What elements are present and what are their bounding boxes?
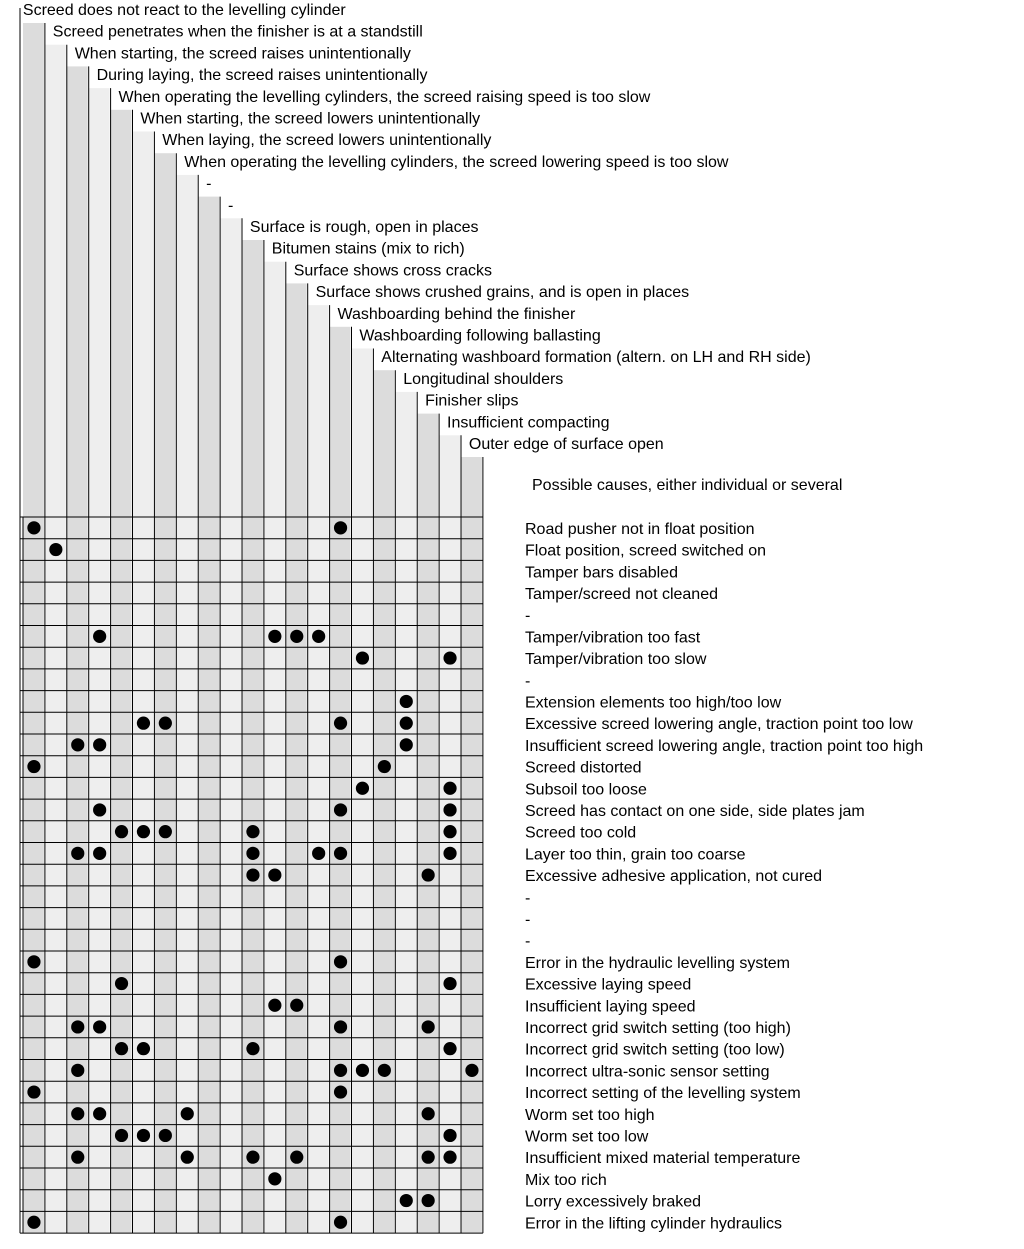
matrix-dot [93, 847, 106, 860]
matrix-dot [181, 1151, 194, 1164]
matrix-dot [181, 1107, 194, 1120]
matrix-dot [356, 782, 369, 795]
matrix-dot [268, 1172, 281, 1185]
matrix-dot [115, 1129, 128, 1142]
matrix-dot [334, 955, 347, 968]
cause-label: Extension elements too high/too low [525, 694, 782, 712]
matrix-dot [443, 782, 456, 795]
matrix-dot [49, 543, 62, 556]
matrix-dot [93, 1020, 106, 1033]
matrix-dot [71, 1064, 84, 1077]
cause-label: Tamper/screed not cleaned [525, 585, 718, 603]
matrix-dot [334, 717, 347, 730]
fault-label: During laying, the screed raises unintentionally [96, 67, 428, 85]
matrix-dot [27, 760, 40, 773]
matrix-dot [356, 651, 369, 664]
fault-label: - [228, 197, 234, 215]
matrix-dot [443, 977, 456, 990]
cause-label: Insufficient screed lowering angle, traction point too high [525, 737, 924, 755]
cause-label: Subsoil too loose [525, 781, 647, 799]
column-band [89, 88, 110, 1233]
matrix-dot [71, 1020, 84, 1033]
matrix-dot [268, 630, 281, 643]
matrix-dot [422, 1151, 435, 1164]
matrix-dot [334, 803, 347, 816]
cause-label: - [525, 911, 531, 929]
fault-label: Outer edge of surface open [468, 436, 664, 453]
matrix-dot [443, 803, 456, 816]
matrix-dot [334, 521, 347, 534]
cause-label: Excessive screed lowering angle, traction point too low [525, 716, 913, 734]
matrix-dot [159, 1129, 172, 1142]
matrix-dot [159, 825, 172, 838]
matrix-dot [93, 738, 106, 751]
matrix-dot [443, 847, 456, 860]
fault-label: Surface is rough, open in places [249, 219, 479, 236]
cause-label: Excessive adhesive application, not cured [525, 868, 823, 886]
matrix-dot [159, 717, 172, 730]
matrix-dot [27, 955, 40, 968]
matrix-dot [400, 738, 413, 751]
fault-label: Washboarding following ballasting [359, 327, 601, 345]
cause-label: Error in the lifting cylinder hydraulics [525, 1215, 782, 1233]
matrix-dot [246, 1151, 259, 1164]
column-band [133, 132, 154, 1234]
matrix-dot [115, 977, 128, 990]
matrix-dot [443, 1129, 456, 1142]
matrix-dot [443, 825, 456, 838]
matrix-dot [268, 868, 281, 881]
fault-label: When laying, the screed lowers unintentionally [162, 132, 492, 150]
cause-label: Screed too cold [525, 824, 637, 842]
cause-label: - [525, 889, 531, 907]
matrix-dot [246, 868, 259, 881]
cause-label: Worm set too high [525, 1106, 655, 1124]
matrix-dot [400, 717, 413, 730]
matrix-dot [27, 1216, 40, 1229]
cause-label: Screed distorted [525, 759, 642, 777]
column-band [176, 175, 197, 1233]
fault-label: Bitumen stains (mix to rich) [271, 240, 465, 258]
matrix-dot [115, 825, 128, 838]
column-band [67, 66, 88, 1233]
matrix-dot [27, 521, 40, 534]
column-band [154, 153, 175, 1233]
matrix-dot [443, 651, 456, 664]
matrix-dot [71, 738, 84, 751]
matrix-dot [246, 847, 259, 860]
matrix-dot [422, 868, 435, 881]
fault-label: When operating the levelling cylinders, the screed raising speed is too slow [118, 88, 651, 106]
cause-label: Lorry excessively braked [525, 1193, 702, 1211]
fault-label: Finisher slips [425, 392, 519, 410]
cause-label: Screed has contact on one side, side plates jam [525, 802, 865, 820]
fault-label: When starting, the screed lowers unintentionally [140, 110, 481, 128]
fault-label: Screed penetrates when the finisher is at a standstill [52, 23, 423, 41]
fault-label: Surface shows crushed grains, and is open in places [315, 284, 690, 302]
cause-label: Insufficient laying speed [525, 998, 696, 1016]
cause-labels [525, 521, 923, 1232]
matrix-dot [443, 1151, 456, 1164]
matrix-dot [312, 847, 325, 860]
matrix-dot [290, 1151, 303, 1164]
matrix-dot [334, 1216, 347, 1229]
fault-label: Screed does not react to the levelling cylinder [22, 2, 346, 19]
cause-label: Incorrect ultra-sonic sensor setting [525, 1063, 770, 1081]
causes-caption: Possible causes, either individual or several [532, 477, 843, 494]
matrix-dot [71, 1107, 84, 1120]
cause-label: Incorrect grid switch setting (too low) [525, 1041, 785, 1059]
matrix-dot [137, 717, 150, 730]
matrix-dot [137, 1129, 150, 1142]
matrix-dot [422, 1194, 435, 1207]
cause-label: Tamper/vibration too slow [525, 651, 707, 669]
matrix-dot [443, 1042, 456, 1055]
cause-label: Excessive laying speed [525, 976, 692, 994]
matrix-dot [334, 1064, 347, 1077]
matrix-dot [71, 847, 84, 860]
fault-label: Washboarding behind the finisher [337, 305, 576, 323]
cause-label: - [525, 933, 531, 951]
matrix-dot [378, 1064, 391, 1077]
column-band [308, 305, 329, 1233]
column-band [111, 110, 132, 1233]
cause-label: Incorrect grid switch setting (too high) [525, 1019, 791, 1037]
fault-label: Insufficient compacting [447, 414, 610, 432]
cause-label: Insufficient mixed material temperature [525, 1150, 801, 1168]
matrix-dot [246, 825, 259, 838]
cause-label: Mix too rich [525, 1171, 607, 1189]
cause-label: Incorrect setting of the levelling system [525, 1085, 801, 1103]
matrix-dot [422, 1107, 435, 1120]
matrix-dot [400, 1194, 413, 1207]
cause-label: - [525, 607, 531, 625]
column-band [395, 392, 416, 1233]
matrix-dot [93, 803, 106, 816]
cause-label: Tamper/vibration too fast [525, 629, 701, 647]
column-band [45, 45, 66, 1233]
fault-label: When starting, the screed raises unintentionally [74, 45, 411, 63]
cause-label: Road pusher not in float position [525, 520, 755, 538]
column-band [242, 240, 263, 1233]
column-band [23, 23, 44, 1233]
matrix-dot [246, 1042, 259, 1055]
fault-label: Alternating washboard formation (altern. on LH and RH side) [381, 349, 811, 367]
cause-label: Worm set too low [525, 1128, 649, 1146]
matrix-dot [378, 760, 391, 773]
matrix-dot [422, 1020, 435, 1033]
matrix-dot [334, 1085, 347, 1098]
fault-label: Longitudinal shoulders [403, 370, 564, 388]
matrix-dot [400, 695, 413, 708]
matrix-dot [268, 999, 281, 1012]
column-band [286, 283, 307, 1233]
matrix-dot [115, 1042, 128, 1055]
matrix-dot [137, 825, 150, 838]
column-band [264, 262, 285, 1233]
fault-label: Surface shows cross cracks [293, 262, 492, 280]
fault-label: - [206, 175, 212, 193]
matrix-dot [290, 999, 303, 1012]
matrix-dot [334, 847, 347, 860]
matrix-dot [290, 630, 303, 643]
cause-label: - [525, 672, 531, 690]
matrix-dot [356, 1064, 369, 1077]
column-band [373, 370, 394, 1233]
matrix-dot [334, 1020, 347, 1033]
fault-label: When operating the levelling cylinders, the screed lowering speed is too slow [184, 153, 729, 171]
cause-label: Error in the hydraulic levelling system [525, 954, 790, 972]
matrix-dot [312, 630, 325, 643]
matrix-dot [137, 1042, 150, 1055]
matrix-dot [93, 1107, 106, 1120]
matrix-dot [27, 1085, 40, 1098]
cause-label: Layer too thin, grain too coarse [525, 846, 746, 864]
column-band [198, 197, 219, 1234]
matrix-dot [71, 1151, 84, 1164]
matrix-dot [93, 630, 106, 643]
cause-label: Tamper bars disabled [525, 564, 678, 582]
matrix-dot [465, 1064, 478, 1077]
cause-label: Float position, screed switched on [525, 542, 767, 560]
column-band [461, 457, 482, 1233]
